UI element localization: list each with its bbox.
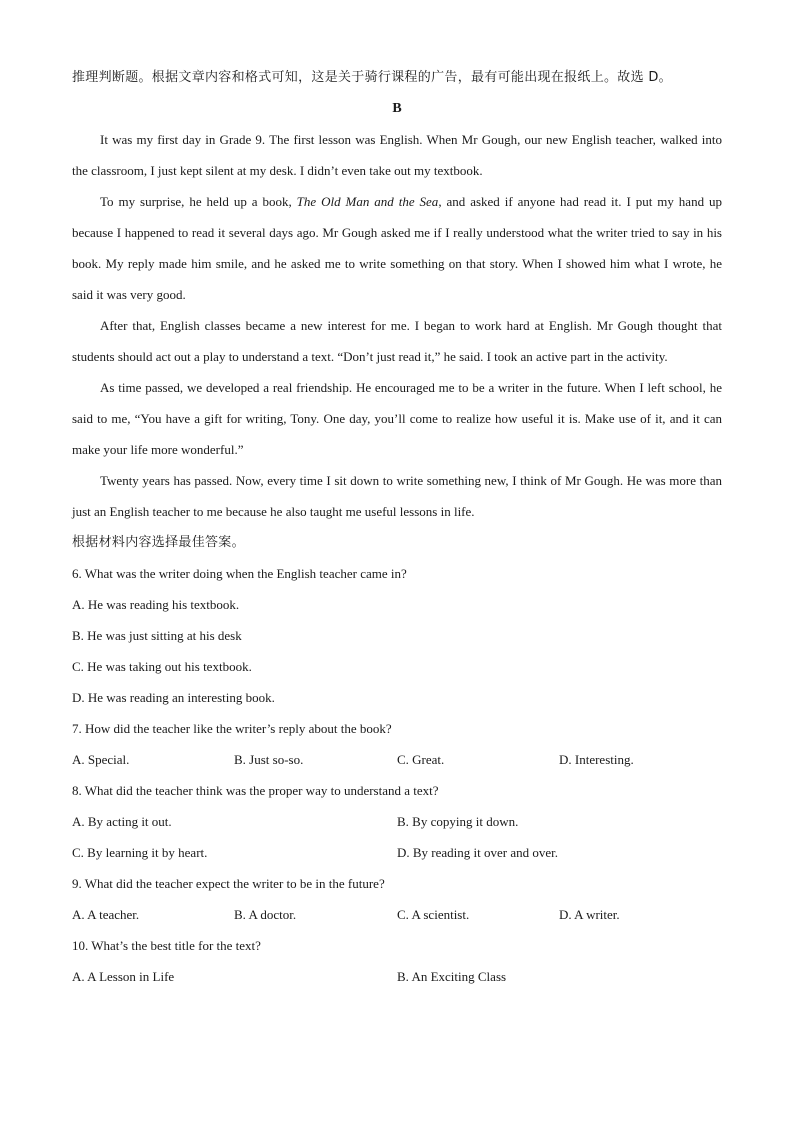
question-9-option-d: D. A writer. — [559, 907, 620, 922]
passage-paragraph-5: Twenty years has passed. Now, every time I sit down to write something new, I think of Mr Gough. He was more than just an English teacher to me because he also taught me useful lessons in life. — [72, 473, 722, 519]
question-8-stem: 8. What did the teacher think was the proper way to understand a text? — [72, 783, 439, 798]
question-9-option-c: C. A scientist. — [397, 907, 470, 922]
question-6-option-a: A. He was reading his textbook. — [72, 597, 240, 612]
passage-paragraph-3: After that, English classes became a new interest for me. I began to work hard at English. Mr Gough thought that students should act out a play to understand a text. “Don’t just read it,” he said. I took an active part in the activity. — [72, 318, 722, 364]
question-8-option-b: B. By copying it down. — [397, 814, 519, 829]
paragraph-2-text-before: To my surprise, he held up a book, — [100, 194, 297, 209]
question-7-stem: 7. How did the teacher like the writer’s reply about the book? — [72, 721, 392, 736]
passage-paragraph-1: It was my first day in Grade 9. The first lesson was English. When Mr Gough, our new English teacher, walked into the classroom, I just kept silent at my desk. I didn’t even take out my textbook. — [72, 132, 722, 178]
question-7-option-d: D. Interesting. — [559, 752, 634, 767]
question-7-options — [72, 744, 722, 775]
question-6-stem: 6. What was the writer doing when the English teacher came in? — [72, 566, 407, 581]
question-6-option-b: B. He was just sitting at his desk — [72, 628, 242, 643]
question-6-option-d: D. He was reading an interesting book. — [72, 690, 275, 705]
question-8-option-c: C. By learning it by heart. — [72, 845, 208, 860]
question-8-options-row-2 — [72, 837, 722, 868]
question-9-option-b: B. A doctor. — [234, 907, 297, 922]
question-7-option-a: A. Special. — [72, 752, 130, 767]
question-9-option-a: A. A teacher. — [72, 907, 140, 922]
question-8-option-a: A. By acting it out. — [72, 814, 172, 829]
document-page — [72, 62, 722, 992]
question-7-option-b: B. Just so-so. — [234, 752, 304, 767]
question-8-option-d: D. By reading it over and over. — [397, 845, 559, 860]
question-8-options-row-1 — [72, 806, 722, 837]
instruction-text: 根据材料内容选择最佳答案。 — [72, 535, 245, 550]
previous-answer-explanation: 推理判断题。根据文章内容和格式可知，这是关于骑行课程的广告，最有可能出现在报纸上。故选 D。 — [72, 70, 672, 85]
passage-paragraph-4: As time passed, we developed a real friendship. He encouraged me to be a writer in the future. When I left school, he said to me, “You have a gift for writing, Tony. One day, you’ll come to realize how useful it is. Make use of it, and it can make your life more wonderful.” — [72, 380, 722, 457]
passage-paragraph-2 — [72, 186, 722, 310]
question-7-option-c: C. Great. — [397, 752, 445, 767]
question-10-options — [72, 961, 722, 992]
question-10-option-b: B. An Exciting Class — [397, 969, 507, 984]
question-9-options — [72, 899, 722, 930]
question-10-option-a: A. A Lesson in Life — [72, 969, 175, 984]
book-title: The Old Man and the Sea — [296, 194, 439, 209]
section-title: B — [392, 101, 402, 116]
paragraph-2-text-after: , and asked if anyone had read it. I put my hand up because I happened to read it several days ago. Mr Gough asked me if I really understood what the writer tried to say in his book. My reply made him smile, and he asked me to write something on that story. When I showed him what I wrote, he said it was very good. — [72, 194, 723, 302]
question-6-option-c: C. He was taking out his textbook. — [72, 659, 252, 674]
question-10-stem: 10. What’s the best title for the text? — [72, 938, 261, 953]
question-9-stem: 9. What did the teacher expect the writer to be in the future? — [72, 876, 385, 891]
